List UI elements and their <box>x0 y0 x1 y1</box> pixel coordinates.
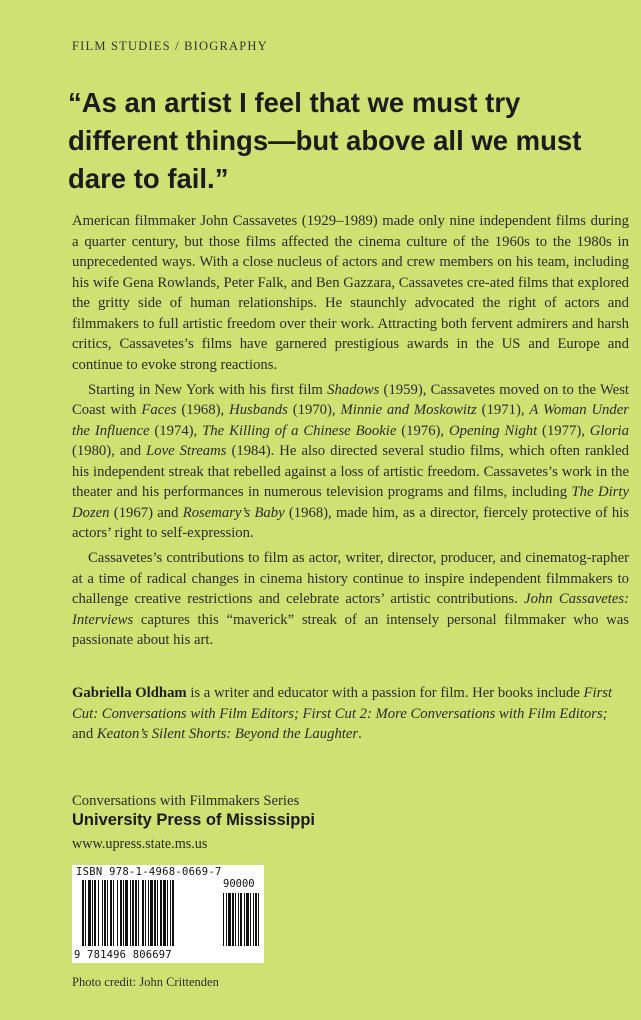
film-title: Husbands <box>229 402 288 418</box>
film-title: Opening Night <box>449 422 538 439</box>
barcode-bar <box>228 893 231 946</box>
barcode-block <box>72 865 264 963</box>
barcode-bar <box>104 880 106 946</box>
barcode-bar <box>125 880 128 946</box>
description-paragraph-3: Cassavetes’s contributions to film as actor, writer, director, producer, and cinematog-rapher at a time of radical changes in cinema history continue to inspire independent filmmakers to challenge creative restrictions and celebrate actors’ artistic contributions. John Cassavetes: Interviews captures this “maverick” streak of an intensely personal filmmaker who was passionate about his art. <box>72 550 629 648</box>
barcode-bar <box>130 880 131 946</box>
barcode-bar <box>226 893 227 946</box>
photo-credit: Photo credit: John Crittenden <box>72 975 219 989</box>
barcode-bar <box>235 893 236 946</box>
film-title: The Killing of a Chinese Bookie <box>202 422 397 439</box>
barcode-bar <box>148 880 149 946</box>
description-paragraph-1: American filmmaker John Cassavetes (1929–1989) made only nine independent films during a quarter century, but those films affected the cinema culture of the 1960s to the 1980s in unprecedented ways. With a close nucleus of actors and crew members on his team, including his wife Gena Rowlands, Peter Falk, and Ben Gazzara, Cassavetes cre-ated films that explored the gritty side of human relationships. He staunchly advocated the right of actors and filmmakers to full artistic freedom over their work. Attracting both fervent admirers and harsh critics, Cassavetes’s films have garnered prestigious awards in the US and Europe and continue to evoke strong reactions. <box>72 213 629 373</box>
film-title: Rosemary’s Baby <box>182 504 285 521</box>
barcode-bar <box>170 880 171 946</box>
barcode-bar <box>120 880 122 946</box>
barcode-bar <box>250 893 251 946</box>
barcode-bar <box>135 880 137 946</box>
barcode-bar <box>223 893 224 946</box>
author-bio: Gabriella Oldham is a writer and educator with a passion for film. Her books include First Cut: Conversations with Film Editors; First Cut 2: More Conversations with Film Editors; and Keaton’s Silent Shorts: Beyond the Laughter. <box>72 685 613 742</box>
barcode-bar <box>167 880 168 946</box>
barcode-bar <box>142 880 144 946</box>
description-paragraph-2: Starting in New York with his first film Shadows (1959), Cassavetes moved on to the West Coast with Faces (1968), Husbands (1970), Minnie and Moskowitz (1971), A Woman Under the Influence (1974), The Killing of a Chinese Bookie (1976), Opening Night (1977), Gloria (1980), and Love Streams (1984). He also directed several studio films, which often rankled his independent streak that rebelled against a loss of artistic freedom. Cassavetes’s work in the theater and his performances in numerous television programs and films, including The Dirty Dozen (1967) and Rosemary’s Baby (1968), made him, as a director, fiercely protective of his actors’ right to self-expression. <box>72 381 629 541</box>
book-title: Keaton’s Silent Shorts: Beyond the Laughter <box>96 726 359 742</box>
barcode-bar <box>123 880 124 946</box>
film-title: Gloria <box>589 422 629 439</box>
barcode-bar <box>132 880 134 946</box>
ean-digits: 9 781496 806697 <box>74 949 172 961</box>
barcode-bar <box>107 880 108 946</box>
barcode-bar <box>94 880 96 946</box>
barcode-bar <box>85 880 86 946</box>
book-titles: First Cut: Conversations with Film Editors; First Cut 2: More Conversations with Film Editors; <box>72 685 613 722</box>
barcode-bar <box>238 893 239 946</box>
barcode-bar <box>258 893 259 946</box>
barcode-bar <box>244 893 245 946</box>
barcode-bar <box>138 880 139 946</box>
publisher-url: www.upress.state.ms.us <box>72 836 208 852</box>
barcode-bar <box>113 880 114 946</box>
price-code: 90000 <box>223 878 255 890</box>
barcode-bar <box>163 880 166 946</box>
barcode-bar <box>98 880 99 946</box>
category-label: FILM STUDIES / BIOGRAPHY <box>72 39 268 53</box>
book-title: John Cassavetes: Interviews <box>72 591 629 628</box>
film-title: Shadows <box>327 381 380 398</box>
barcode-bar <box>253 893 254 946</box>
pull-quote: “As an artist I feel that we must try different things—but above all we must dare to fail.” <box>68 87 582 194</box>
barcode-bar <box>232 893 234 946</box>
film-title: A Woman Under the Influence <box>72 402 629 439</box>
barcode-bar <box>92 880 93 946</box>
publisher-name: University Press of Mississippi <box>72 811 316 829</box>
barcode-bar <box>154 880 156 946</box>
barcode-bar <box>150 880 153 946</box>
barcode-bar <box>172 880 174 946</box>
film-title: Love Streams <box>146 443 227 459</box>
author-name: Gabriella Oldham <box>72 685 187 701</box>
barcode-bar <box>157 880 158 946</box>
barcode-bar <box>145 880 146 946</box>
isbn-text: ISBN 978-1-4968-0669-7 <box>76 866 222 878</box>
barcode-bar <box>117 880 118 946</box>
barcode-bar <box>88 880 91 946</box>
barcode-bar <box>246 893 249 946</box>
description <box>72 211 629 655</box>
barcode-bar <box>240 893 242 946</box>
barcode-bar <box>110 880 112 946</box>
barcode-bar <box>102 880 103 946</box>
barcode-bar <box>160 880 162 946</box>
film-title: Minnie and Moskowitz <box>340 402 477 418</box>
barcode-bar <box>82 880 84 946</box>
series-name: Conversations with Filmmakers Series <box>72 793 300 809</box>
film-title: The Dirty Dozen <box>72 484 629 521</box>
film-title: Faces <box>141 402 177 418</box>
barcode-bar <box>255 893 257 946</box>
